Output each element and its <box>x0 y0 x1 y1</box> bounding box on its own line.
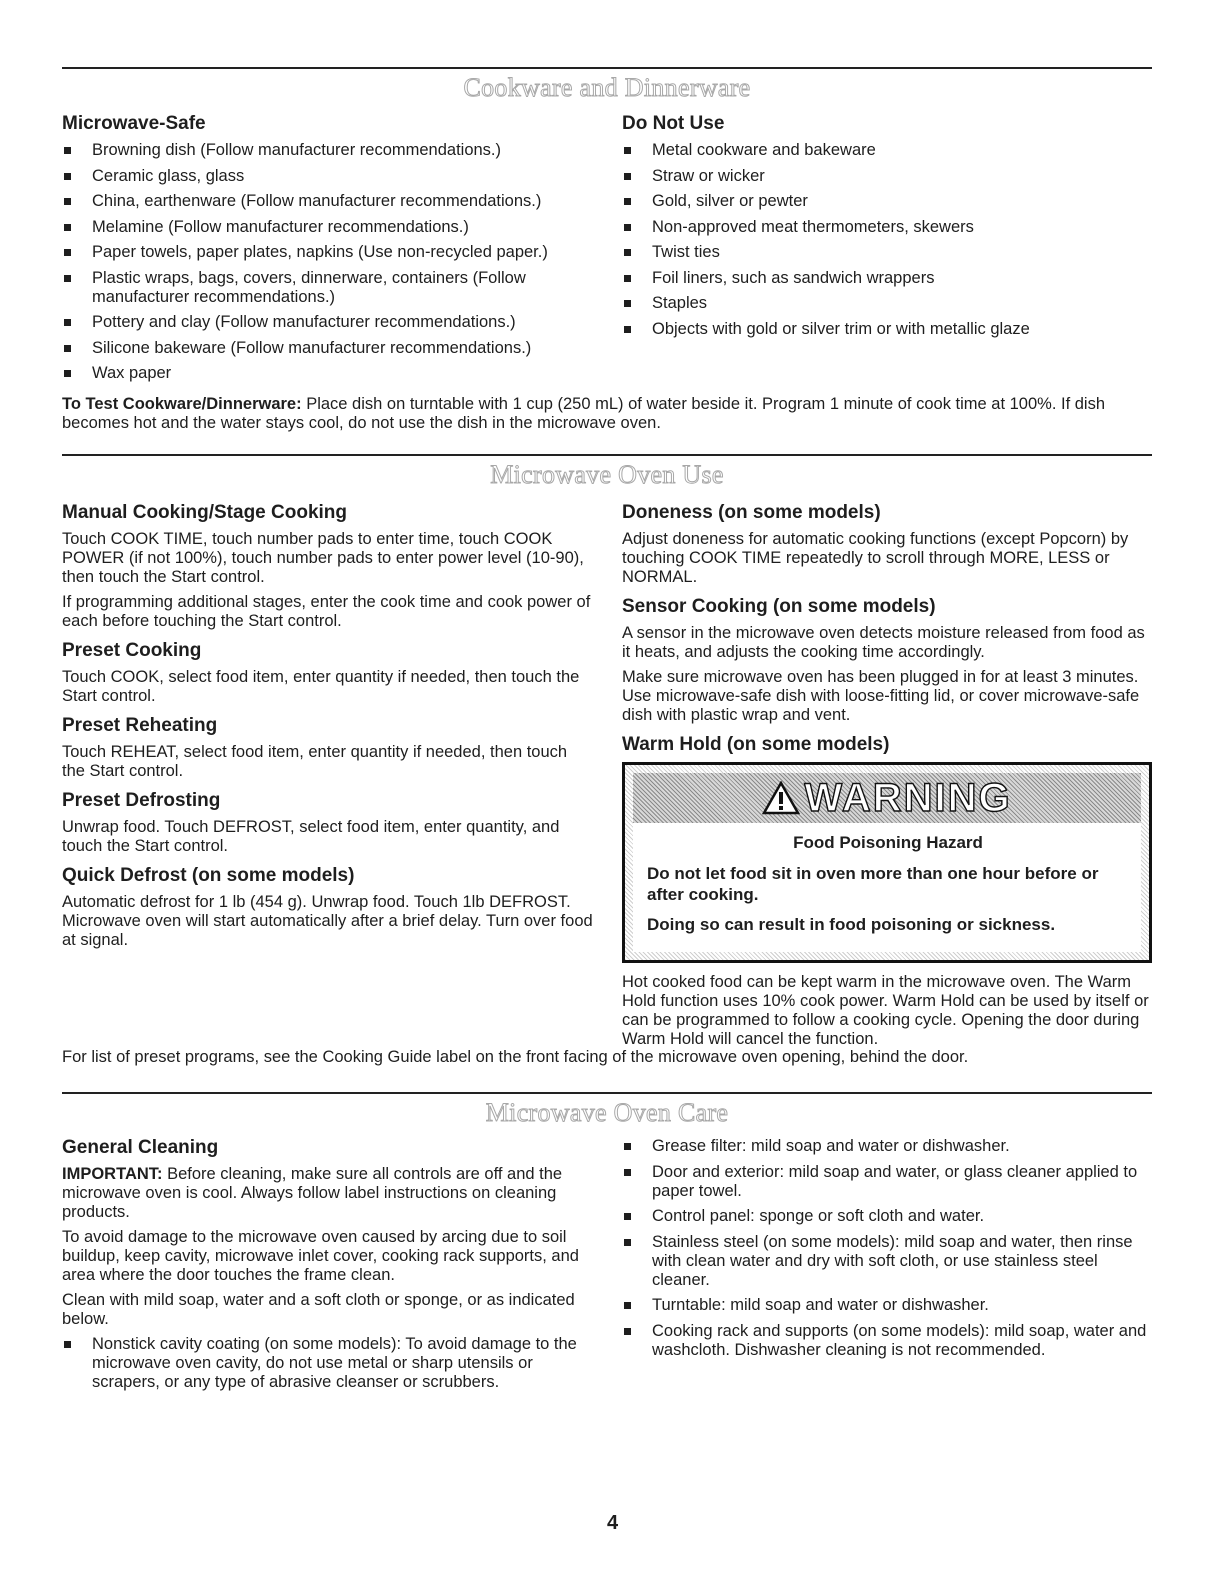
list-item: Stainless steel (on some models): mild soap and water, then rinse with clean water and dry with soft cloth, or use stainless steel cleaner. <box>622 1233 1152 1290</box>
list-item: Plastic wraps, bags, covers, dinnerware, containers (Follow manufacturer recommendations.) <box>62 269 594 307</box>
care-left-column <box>62 1137 594 1399</box>
use-columns <box>62 502 1152 1055</box>
list-item: Metal cookware and bakeware <box>622 141 1152 160</box>
test-cookware-label: To Test Cookware/Dinnerware: <box>62 395 302 413</box>
list-item: Objects with gold or silver trim or with metallic glaze <box>622 320 1152 339</box>
sensor-cooking-text-1: A sensor in the microwave oven detects moisture released from food as it heats, and adjusts the cooking time accordingly. <box>622 624 1145 661</box>
page-number: 4 <box>606 1512 619 1534</box>
list-item: Melamine (Follow manufacturer recommendations.) <box>62 218 594 237</box>
use-left-column <box>62 502 594 1055</box>
microwave-safe-column <box>62 113 594 390</box>
warning-line-1: Do not let food sit in oven more than one hour before or after cooking. <box>647 864 1099 904</box>
warning-hazard-title: Food Poisoning Hazard <box>793 833 983 852</box>
warning-line-2: Doing so can result in food poisoning or sickness. <box>647 915 1056 934</box>
list-item: Twist ties <box>622 243 1152 262</box>
use-section-title: Microwave Oven Use <box>490 460 724 489</box>
cookware-columns <box>62 113 1152 390</box>
do-not-use-heading: Do Not Use <box>622 113 725 134</box>
manual-cooking-heading: Manual Cooking/Stage Cooking <box>62 502 348 523</box>
test-cookware-text: Place dish on turntable with 1 cup (250 mL) of water beside it. Program 1 minute of cook time at 100%. If dish becomes hot and the water stays cool, do not use the dish in the microwave oven. <box>62 395 1106 432</box>
use-right-column <box>622 502 1152 1055</box>
important-label: IMPORTANT: <box>62 1165 163 1183</box>
warning-triangle-icon <box>762 781 800 815</box>
list-item: Gold, silver or pewter <box>622 192 1152 211</box>
preset-reheating-heading: Preset Reheating <box>62 715 218 736</box>
clean-paragraph: Clean with mild soap, water and a soft cloth or sponge, or as indicated below. <box>62 1291 575 1328</box>
quick-defrost-text: Automatic defrost for 1 lb (454 g). Unwrap food. Touch 1lb DEFROST. Microwave oven will start automatically after a brief delay. Turn over food at signal. <box>62 893 593 949</box>
list-item: Wax paper <box>62 364 594 383</box>
preset-reheating-text: Touch REHEAT, select food item, enter quantity if needed, then touch the Start control. <box>62 743 568 780</box>
care-right-column <box>622 1137 1152 1399</box>
general-cleaning-list <box>62 1335 594 1392</box>
test-cookware-paragraph <box>62 395 1152 433</box>
list-item: Silicone bakeware (Follow manufacturer recommendations.) <box>62 339 594 358</box>
microwave-safe-list <box>62 141 594 383</box>
warning-title: WARNING <box>804 775 1012 820</box>
list-item: Turntable: mild soap and water or dishwasher. <box>622 1296 1152 1315</box>
list-item: Staples <box>622 294 1152 313</box>
list-item: Browning dish (Follow manufacturer recommendations.) <box>62 141 594 160</box>
arcing-paragraph: To avoid damage to the microwave oven caused by arcing due to soil buildup, keep cavity, microwave inlet cover, cooking rack supports, and area where the door touches the frame clean. <box>62 1228 579 1284</box>
warm-hold-text: Hot cooked food can be kept warm in the microwave oven. The Warm Hold function uses 10% cook power. Warm Hold can be used by itself or can be programmed to follow a cooking cycle. Opening the door during Warm Hold will cancel the function. <box>622 973 1149 1048</box>
list-item: Paper towels, paper plates, napkins (Use non-recycled paper.) <box>62 243 594 262</box>
use-section-header <box>62 454 1152 490</box>
quick-defrost-heading: Quick Defrost (on some models) <box>62 865 355 886</box>
important-paragraph <box>62 1165 594 1222</box>
preset-cooking-heading: Preset Cooking <box>62 640 202 661</box>
list-item: Non-approved meat thermometers, skewers <box>622 218 1152 237</box>
warning-header <box>633 773 1141 823</box>
list-item: Ceramic glass, glass <box>62 167 594 186</box>
doneness-text: Adjust doneness for automatic cooking functions (except Popcorn) by touching COOK TIME repeatedly to scroll through MORE, LESS or NORMAL. <box>622 530 1129 586</box>
list-item: Foil liners, such as sandwich wrappers <box>622 269 1152 288</box>
preset-defrosting-text: Unwrap food. Touch DEFROST, select food item, enter quantity, and touch the Start control. <box>62 818 560 855</box>
warning-box <box>622 762 1152 963</box>
doneness-heading: Doneness (on some models) <box>622 502 881 523</box>
list-item: Nonstick cavity coating (on some models): To avoid damage to the microwave oven cavity, do not use metal or sharp utensils or scrapers, or any type of abrasive cleanser or scrubbers. <box>62 1335 594 1392</box>
care-items-list <box>622 1137 1152 1360</box>
warning-body <box>633 823 1141 952</box>
do-not-use-list <box>622 141 1152 339</box>
care-columns <box>62 1137 1152 1399</box>
care-section-title: Microwave Oven Care <box>485 1098 729 1127</box>
manual-cooking-text-2: If programming additional stages, enter the cook time and cook power of each before touching the Start control. <box>62 593 591 630</box>
do-not-use-column <box>622 113 1152 390</box>
preset-programs-note: For list of preset programs, see the Cooking Guide label on the front facing of the microwave oven opening, behind the door. <box>62 1048 969 1066</box>
cookware-section-title: Cookware and Dinnerware <box>463 73 751 102</box>
list-item: Cooking rack and supports (on some models): mild soap, water and washcloth. Dishwasher cleaning is not recommended. <box>622 1322 1152 1360</box>
manual-cooking-text-1: Touch COOK TIME, touch number pads to enter time, touch COOK POWER (if not 100%), touch number pads to enter power level (10-90), then touch the Start control. <box>62 530 584 586</box>
sensor-cooking-heading: Sensor Cooking (on some models) <box>622 596 936 617</box>
general-cleaning-heading: General Cleaning <box>62 1137 219 1158</box>
list-item: Door and exterior: mild soap and water, or glass cleaner applied to paper towel. <box>622 1163 1152 1201</box>
list-item: Grease filter: mild soap and water or dishwasher. <box>622 1137 1152 1156</box>
cookware-section-header <box>62 67 1152 103</box>
list-item: Pottery and clay (Follow manufacturer recommendations.) <box>62 313 594 332</box>
preset-defrosting-heading: Preset Defrosting <box>62 790 221 811</box>
preset-cooking-text: Touch COOK, select food item, enter quantity if needed, then touch the Start control. <box>62 668 580 705</box>
list-item: Straw or wicker <box>622 167 1152 186</box>
list-item: Control panel: sponge or soft cloth and water. <box>622 1207 1152 1226</box>
important-text: Before cleaning, make sure all controls are off and the microwave oven is cool. Always follow label instructions on cleaning products. <box>62 1165 563 1221</box>
list-item: China, earthenware (Follow manufacturer recommendations.) <box>62 192 594 211</box>
microwave-safe-heading: Microwave-Safe <box>62 113 206 134</box>
care-section-header <box>62 1092 1152 1128</box>
warm-hold-heading: Warm Hold (on some models) <box>622 734 890 755</box>
sensor-cooking-text-2: Make sure microwave oven has been plugged in for at least 3 minutes. Use microwave-safe dish with loose-fitting lid, or cover microwave-safe dish with plastic wrap and vent. <box>622 668 1140 724</box>
